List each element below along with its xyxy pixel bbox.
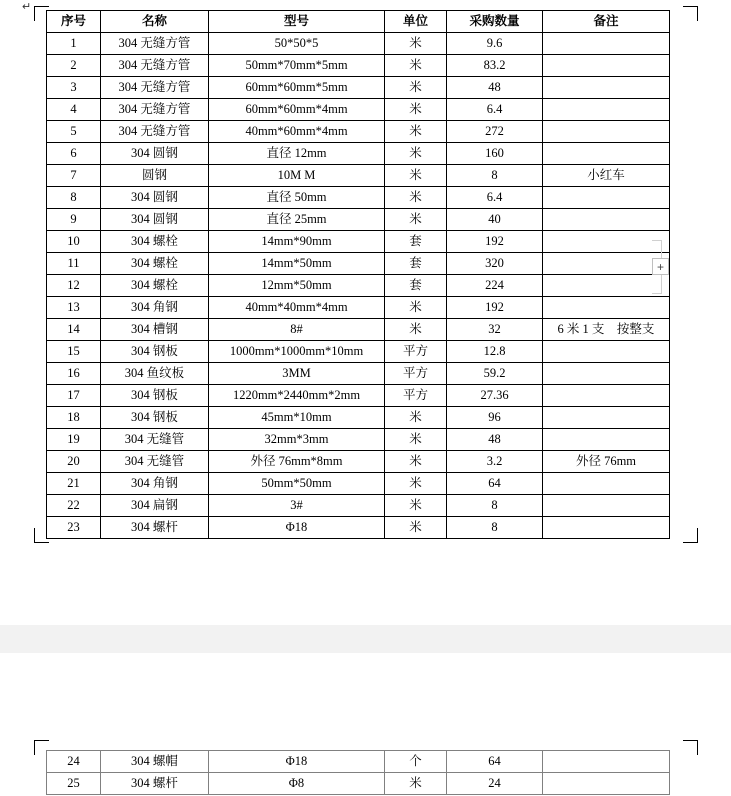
cell-model: 45mm*10mm <box>209 407 385 429</box>
table-row <box>47 363 670 385</box>
cell-unit: 米 <box>385 319 447 341</box>
cell-unit: 米 <box>385 517 447 539</box>
cell-seq: 17 <box>47 385 101 407</box>
table-row <box>47 99 670 121</box>
cell-qty: 64 <box>447 751 543 773</box>
cell-note <box>543 773 670 795</box>
cell-note: 6 米 1 支 按整支 <box>543 319 670 341</box>
cell-seq: 16 <box>47 363 101 385</box>
cell-name: 304 钢板 <box>101 385 209 407</box>
cell-qty: 27.36 <box>447 385 543 407</box>
table-row <box>47 473 670 495</box>
cell-note <box>543 275 670 297</box>
column-header-seq: 序号 <box>47 11 101 33</box>
cell-note <box>543 341 670 363</box>
cell-unit: 米 <box>385 165 447 187</box>
crop-mark-page2-top-right <box>683 740 698 755</box>
table-row <box>47 495 670 517</box>
cell-model: 直径 50mm <box>209 187 385 209</box>
cell-qty: 224 <box>447 275 543 297</box>
purchase-table-continued <box>46 750 670 795</box>
cell-seq: 25 <box>47 773 101 795</box>
cell-qty: 40 <box>447 209 543 231</box>
cell-seq: 1 <box>47 33 101 55</box>
cell-model: 50mm*50mm <box>209 473 385 495</box>
cell-unit: 米 <box>385 33 447 55</box>
document-page-two <box>0 740 731 796</box>
cell-name: 304 角钢 <box>101 473 209 495</box>
cell-qty: 8 <box>447 165 543 187</box>
cell-note <box>543 495 670 517</box>
column-header-note: 备注 <box>543 11 670 33</box>
table-row <box>47 517 670 539</box>
cell-unit: 平方 <box>385 385 447 407</box>
cell-seq: 5 <box>47 121 101 143</box>
column-header-model: 型号 <box>209 11 385 33</box>
table-row <box>47 275 670 297</box>
insert-row-button[interactable]: + <box>652 258 669 275</box>
cell-unit: 米 <box>385 495 447 517</box>
cell-name: 304 鱼纹板 <box>101 363 209 385</box>
table-row <box>47 451 670 473</box>
table-row <box>47 319 670 341</box>
cell-seq: 8 <box>47 187 101 209</box>
cell-unit: 米 <box>385 407 447 429</box>
cell-name: 304 无缝管 <box>101 451 209 473</box>
cell-unit: 米 <box>385 209 447 231</box>
table-row <box>47 385 670 407</box>
cell-unit: 米 <box>385 143 447 165</box>
cell-seq: 23 <box>47 517 101 539</box>
cell-note <box>543 473 670 495</box>
table-row <box>47 773 670 795</box>
cell-name: 304 无缝方管 <box>101 55 209 77</box>
table-row <box>47 121 670 143</box>
cell-model: 50mm*70mm*5mm <box>209 55 385 77</box>
cell-seq: 14 <box>47 319 101 341</box>
cell-note <box>543 143 670 165</box>
cell-qty: 48 <box>447 429 543 451</box>
cell-unit: 套 <box>385 253 447 275</box>
cell-seq: 18 <box>47 407 101 429</box>
cell-model: 直径 12mm <box>209 143 385 165</box>
cell-seq: 24 <box>47 751 101 773</box>
cell-model: Φ18 <box>209 517 385 539</box>
paragraph-mark-icon: ↵ <box>22 1 32 13</box>
cell-name: 304 钢板 <box>101 341 209 363</box>
cell-model: 8# <box>209 319 385 341</box>
cell-name: 304 螺栓 <box>101 231 209 253</box>
cell-qty: 6.4 <box>447 187 543 209</box>
cell-unit: 套 <box>385 275 447 297</box>
cell-qty: 24 <box>447 773 543 795</box>
cell-unit: 米 <box>385 99 447 121</box>
cell-note <box>543 407 670 429</box>
cell-seq: 7 <box>47 165 101 187</box>
cell-name: 304 钢板 <box>101 407 209 429</box>
cell-model: 3MM <box>209 363 385 385</box>
cell-model: 50*50*5 <box>209 33 385 55</box>
cell-unit: 米 <box>385 187 447 209</box>
cell-unit: 米 <box>385 429 447 451</box>
purchase-table <box>46 10 670 539</box>
cell-seq: 3 <box>47 77 101 99</box>
cell-note <box>543 253 670 275</box>
cell-seq: 9 <box>47 209 101 231</box>
cell-note <box>543 209 670 231</box>
cell-seq: 20 <box>47 451 101 473</box>
table-row <box>47 297 670 319</box>
cell-model: 12mm*50mm <box>209 275 385 297</box>
column-header-qty: 采购数量 <box>447 11 543 33</box>
cell-seq: 11 <box>47 253 101 275</box>
table-row <box>47 33 670 55</box>
cell-name: 304 圆钢 <box>101 187 209 209</box>
cell-name: 304 螺栓 <box>101 253 209 275</box>
cell-name: 304 圆钢 <box>101 209 209 231</box>
page-break-band <box>0 625 731 653</box>
table-row <box>47 187 670 209</box>
cell-model: 1000mm*1000mm*10mm <box>209 341 385 363</box>
cell-name: 304 扁钢 <box>101 495 209 517</box>
cell-name: 304 槽钢 <box>101 319 209 341</box>
cell-qty: 192 <box>447 231 543 253</box>
cell-note <box>543 297 670 319</box>
cell-unit: 米 <box>385 55 447 77</box>
cell-seq: 21 <box>47 473 101 495</box>
cell-qty: 9.6 <box>447 33 543 55</box>
cell-seq: 19 <box>47 429 101 451</box>
cell-qty: 8 <box>447 495 543 517</box>
cell-note <box>543 751 670 773</box>
cell-unit: 米 <box>385 773 447 795</box>
cell-model: 14mm*90mm <box>209 231 385 253</box>
cell-note <box>543 187 670 209</box>
cell-seq: 10 <box>47 231 101 253</box>
cell-model: 外径 76mm*8mm <box>209 451 385 473</box>
cell-name: 304 螺杆 <box>101 517 209 539</box>
cell-qty: 6.4 <box>447 99 543 121</box>
cell-unit: 米 <box>385 473 447 495</box>
cell-model: Φ18 <box>209 751 385 773</box>
cell-note <box>543 363 670 385</box>
cell-model: 60mm*60mm*4mm <box>209 99 385 121</box>
cell-name: 304 无缝方管 <box>101 99 209 121</box>
cell-qty: 96 <box>447 407 543 429</box>
table-row <box>47 429 670 451</box>
table-row <box>47 143 670 165</box>
cell-seq: 15 <box>47 341 101 363</box>
table-row <box>47 341 670 363</box>
cell-name: 圆钢 <box>101 165 209 187</box>
cell-seq: 13 <box>47 297 101 319</box>
cell-note <box>543 77 670 99</box>
cell-unit: 米 <box>385 297 447 319</box>
crop-mark-top-right <box>683 6 698 21</box>
cell-name: 304 无缝管 <box>101 429 209 451</box>
table-row <box>47 165 670 187</box>
cell-unit: 个 <box>385 751 447 773</box>
cell-model: 直径 25mm <box>209 209 385 231</box>
cell-name: 304 螺杆 <box>101 773 209 795</box>
table-header-row <box>47 11 670 33</box>
cell-note <box>543 99 670 121</box>
cell-note <box>543 231 670 253</box>
cell-note: 小红车 <box>543 165 670 187</box>
table-row <box>47 55 670 77</box>
cell-qty: 64 <box>447 473 543 495</box>
cell-name: 304 无缝方管 <box>101 77 209 99</box>
cell-note <box>543 121 670 143</box>
cell-qty: 48 <box>447 77 543 99</box>
cell-seq: 12 <box>47 275 101 297</box>
cell-qty: 160 <box>447 143 543 165</box>
cell-qty: 272 <box>447 121 543 143</box>
cell-qty: 3.2 <box>447 451 543 473</box>
cell-note <box>543 429 670 451</box>
cell-seq: 22 <box>47 495 101 517</box>
cell-name: 304 圆钢 <box>101 143 209 165</box>
column-header-unit: 单位 <box>385 11 447 33</box>
cell-name: 304 螺栓 <box>101 275 209 297</box>
cell-name: 304 无缝方管 <box>101 33 209 55</box>
cell-qty: 83.2 <box>447 55 543 77</box>
cell-name: 304 角钢 <box>101 297 209 319</box>
cell-model: 40mm*60mm*4mm <box>209 121 385 143</box>
cell-model: 10M M <box>209 165 385 187</box>
column-header-name: 名称 <box>101 11 209 33</box>
cell-note <box>543 55 670 77</box>
crop-mark-bottom-right <box>683 528 698 543</box>
table-row <box>47 407 670 429</box>
cell-qty: 59.2 <box>447 363 543 385</box>
cell-note <box>543 33 670 55</box>
cell-model: 1220mm*2440mm*2mm <box>209 385 385 407</box>
cell-qty: 192 <box>447 297 543 319</box>
cell-seq: 6 <box>47 143 101 165</box>
table-row <box>47 77 670 99</box>
cell-qty: 8 <box>447 517 543 539</box>
table-row <box>47 751 670 773</box>
cell-unit: 米 <box>385 121 447 143</box>
cell-unit: 米 <box>385 451 447 473</box>
cell-unit: 套 <box>385 231 447 253</box>
cell-model: 60mm*60mm*5mm <box>209 77 385 99</box>
cell-model: 14mm*50mm <box>209 253 385 275</box>
cell-model: 3# <box>209 495 385 517</box>
cell-unit: 平方 <box>385 363 447 385</box>
cell-note <box>543 517 670 539</box>
cell-seq: 4 <box>47 99 101 121</box>
cell-qty: 32 <box>447 319 543 341</box>
cell-model: 40mm*40mm*4mm <box>209 297 385 319</box>
cell-name: 304 无缝方管 <box>101 121 209 143</box>
cell-model: 32mm*3mm <box>209 429 385 451</box>
table-row <box>47 253 670 275</box>
cell-unit: 平方 <box>385 341 447 363</box>
cell-seq: 2 <box>47 55 101 77</box>
cell-model: Φ8 <box>209 773 385 795</box>
cell-unit: 米 <box>385 77 447 99</box>
table-row <box>47 209 670 231</box>
cell-qty: 320 <box>447 253 543 275</box>
cell-note <box>543 385 670 407</box>
cell-note: 外径 76mm <box>543 451 670 473</box>
cell-qty: 12.8 <box>447 341 543 363</box>
cell-name: 304 螺帽 <box>101 751 209 773</box>
table-row <box>47 231 670 253</box>
